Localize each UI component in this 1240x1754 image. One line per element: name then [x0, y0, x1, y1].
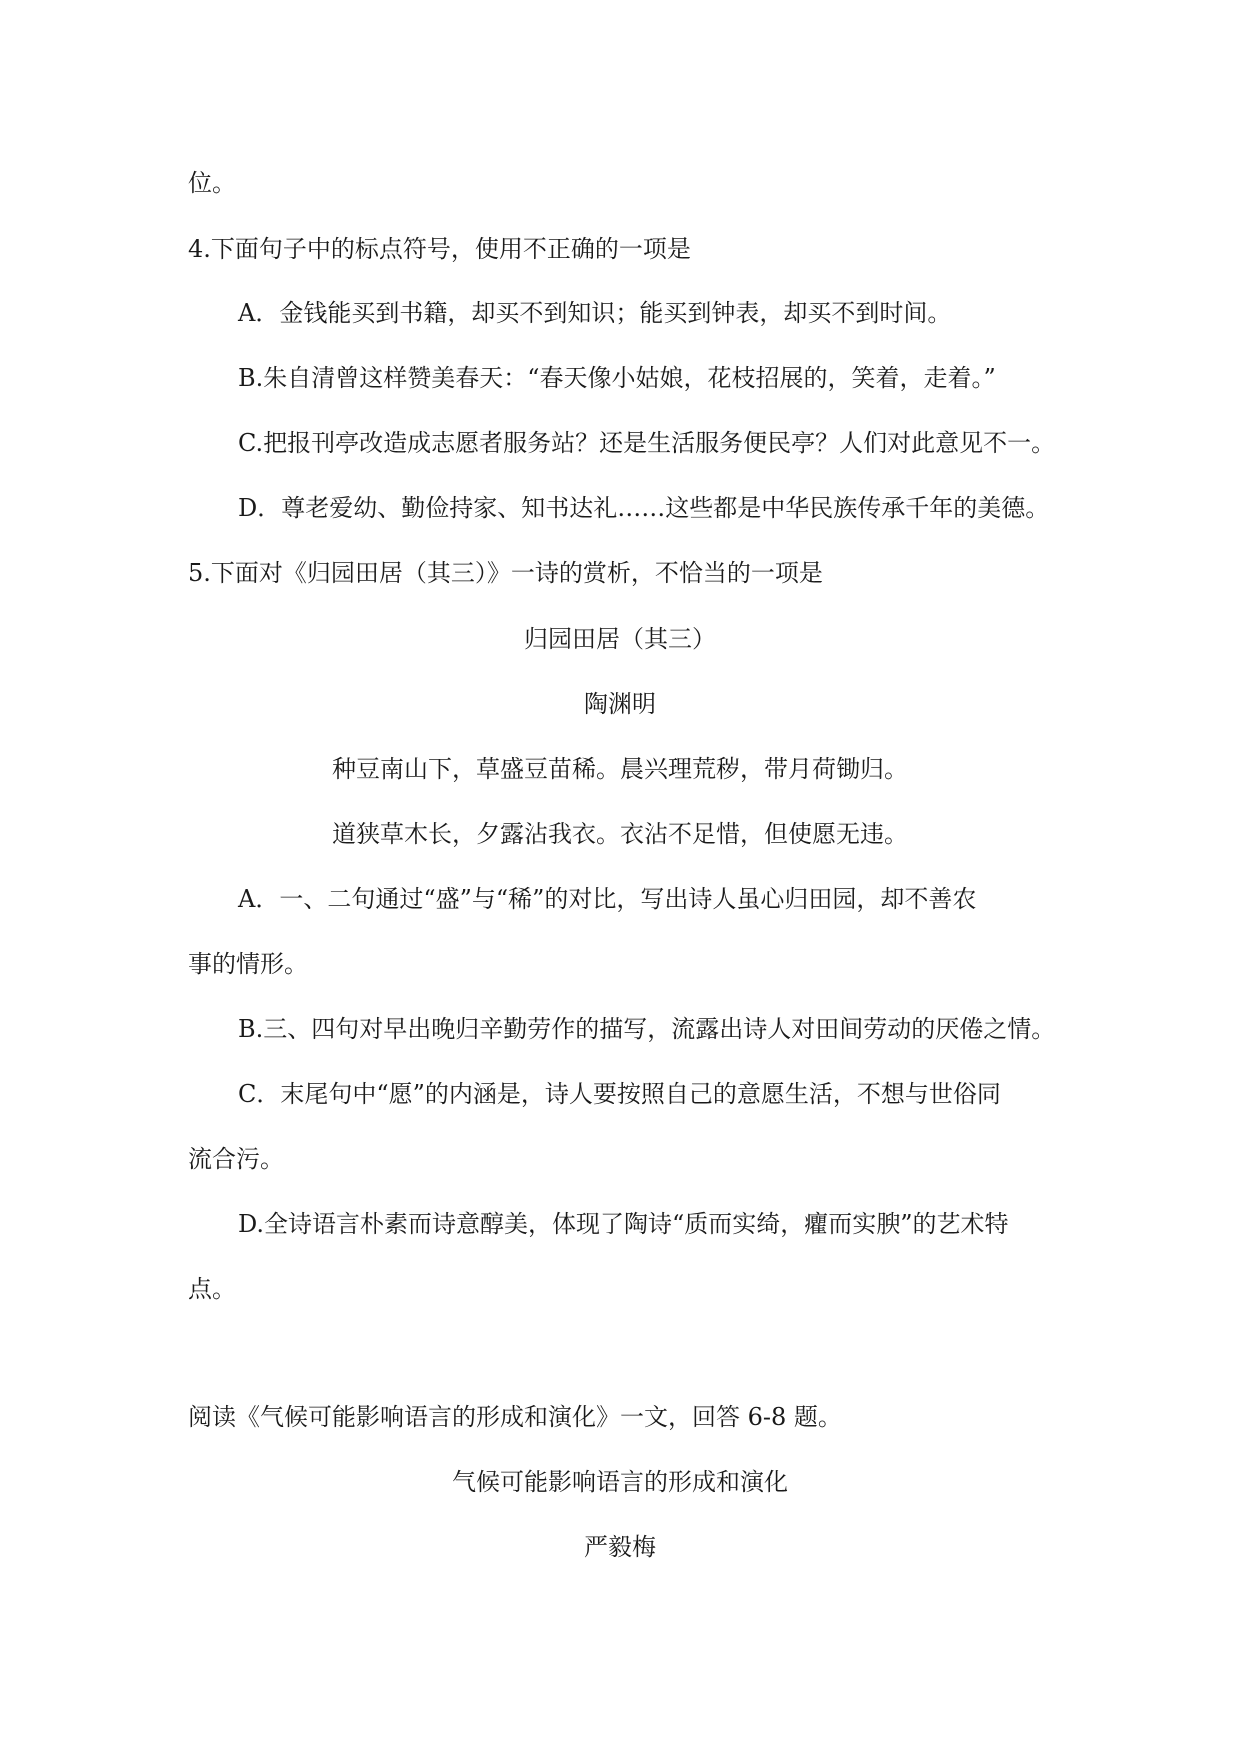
question-5-option-a: A．一、二句通过“盛”与“稀”的对比，写出诗人虽心归田园，却不善农	[238, 885, 977, 913]
poem-title: 归园田居（其三）	[524, 625, 716, 653]
question-4-option-c: C.把报刊亭改造成志愿者服务站？还是生活服务便民亭？人们对此意见不一。	[238, 429, 1056, 457]
question-4-option-d: D．尊老爱幼、勤俭持家、知书达礼……这些都是中华民族传承千年的美德。	[238, 494, 1050, 522]
question-5-option-d-continued: 点。	[188, 1275, 236, 1303]
poem-line-2: 道狭草木长，夕露沾我衣。衣沾不足惜，但使愿无违。	[332, 820, 908, 848]
poem-line-1: 种豆南山下，草盛豆苗稀。晨兴理荒秽，带月荷锄归。	[332, 755, 908, 783]
question-5-stem: 5.下面对《归园田居（其三）》一诗的赏析，不恰当的一项是	[188, 559, 823, 587]
question-4-stem: 4.下面句子中的标点符号，使用不正确的一项是	[188, 235, 691, 263]
question-4-option-b: B.朱自清曾这样赞美春天：“春天像小姑娘，花枝招展的，笑着，走着。”	[238, 364, 996, 392]
question-5-option-d: D.全诗语言朴素而诗意醇美，体现了陶诗“质而实绮，癯而实腴”的艺术特	[238, 1210, 1009, 1238]
question-5-option-b: B.三、四句对早出晚归辛勤劳作的描写，流露出诗人对田间劳动的厌倦之情。	[238, 1015, 1056, 1043]
reading-intro: 阅读《气候可能影响语言的形成和演化》一文，回答 6-8 题。	[188, 1403, 842, 1431]
poem-author: 陶渊明	[584, 690, 656, 718]
question-5-option-c: C．末尾句中“愿”的内涵是，诗人要按照自己的意愿生活，不想与世俗同	[238, 1080, 1001, 1108]
question-5-option-a-continued: 事的情形。	[188, 950, 308, 978]
continuation-text: 位。	[188, 169, 236, 197]
article-author: 严毅梅	[584, 1533, 656, 1561]
question-4-option-a: A．金钱能买到书籍，却买不到知识；能买到钟表，却买不到时间。	[238, 299, 952, 327]
question-5-option-c-continued: 流合污。	[188, 1145, 284, 1173]
article-title: 气候可能影响语言的形成和演化	[452, 1468, 788, 1496]
